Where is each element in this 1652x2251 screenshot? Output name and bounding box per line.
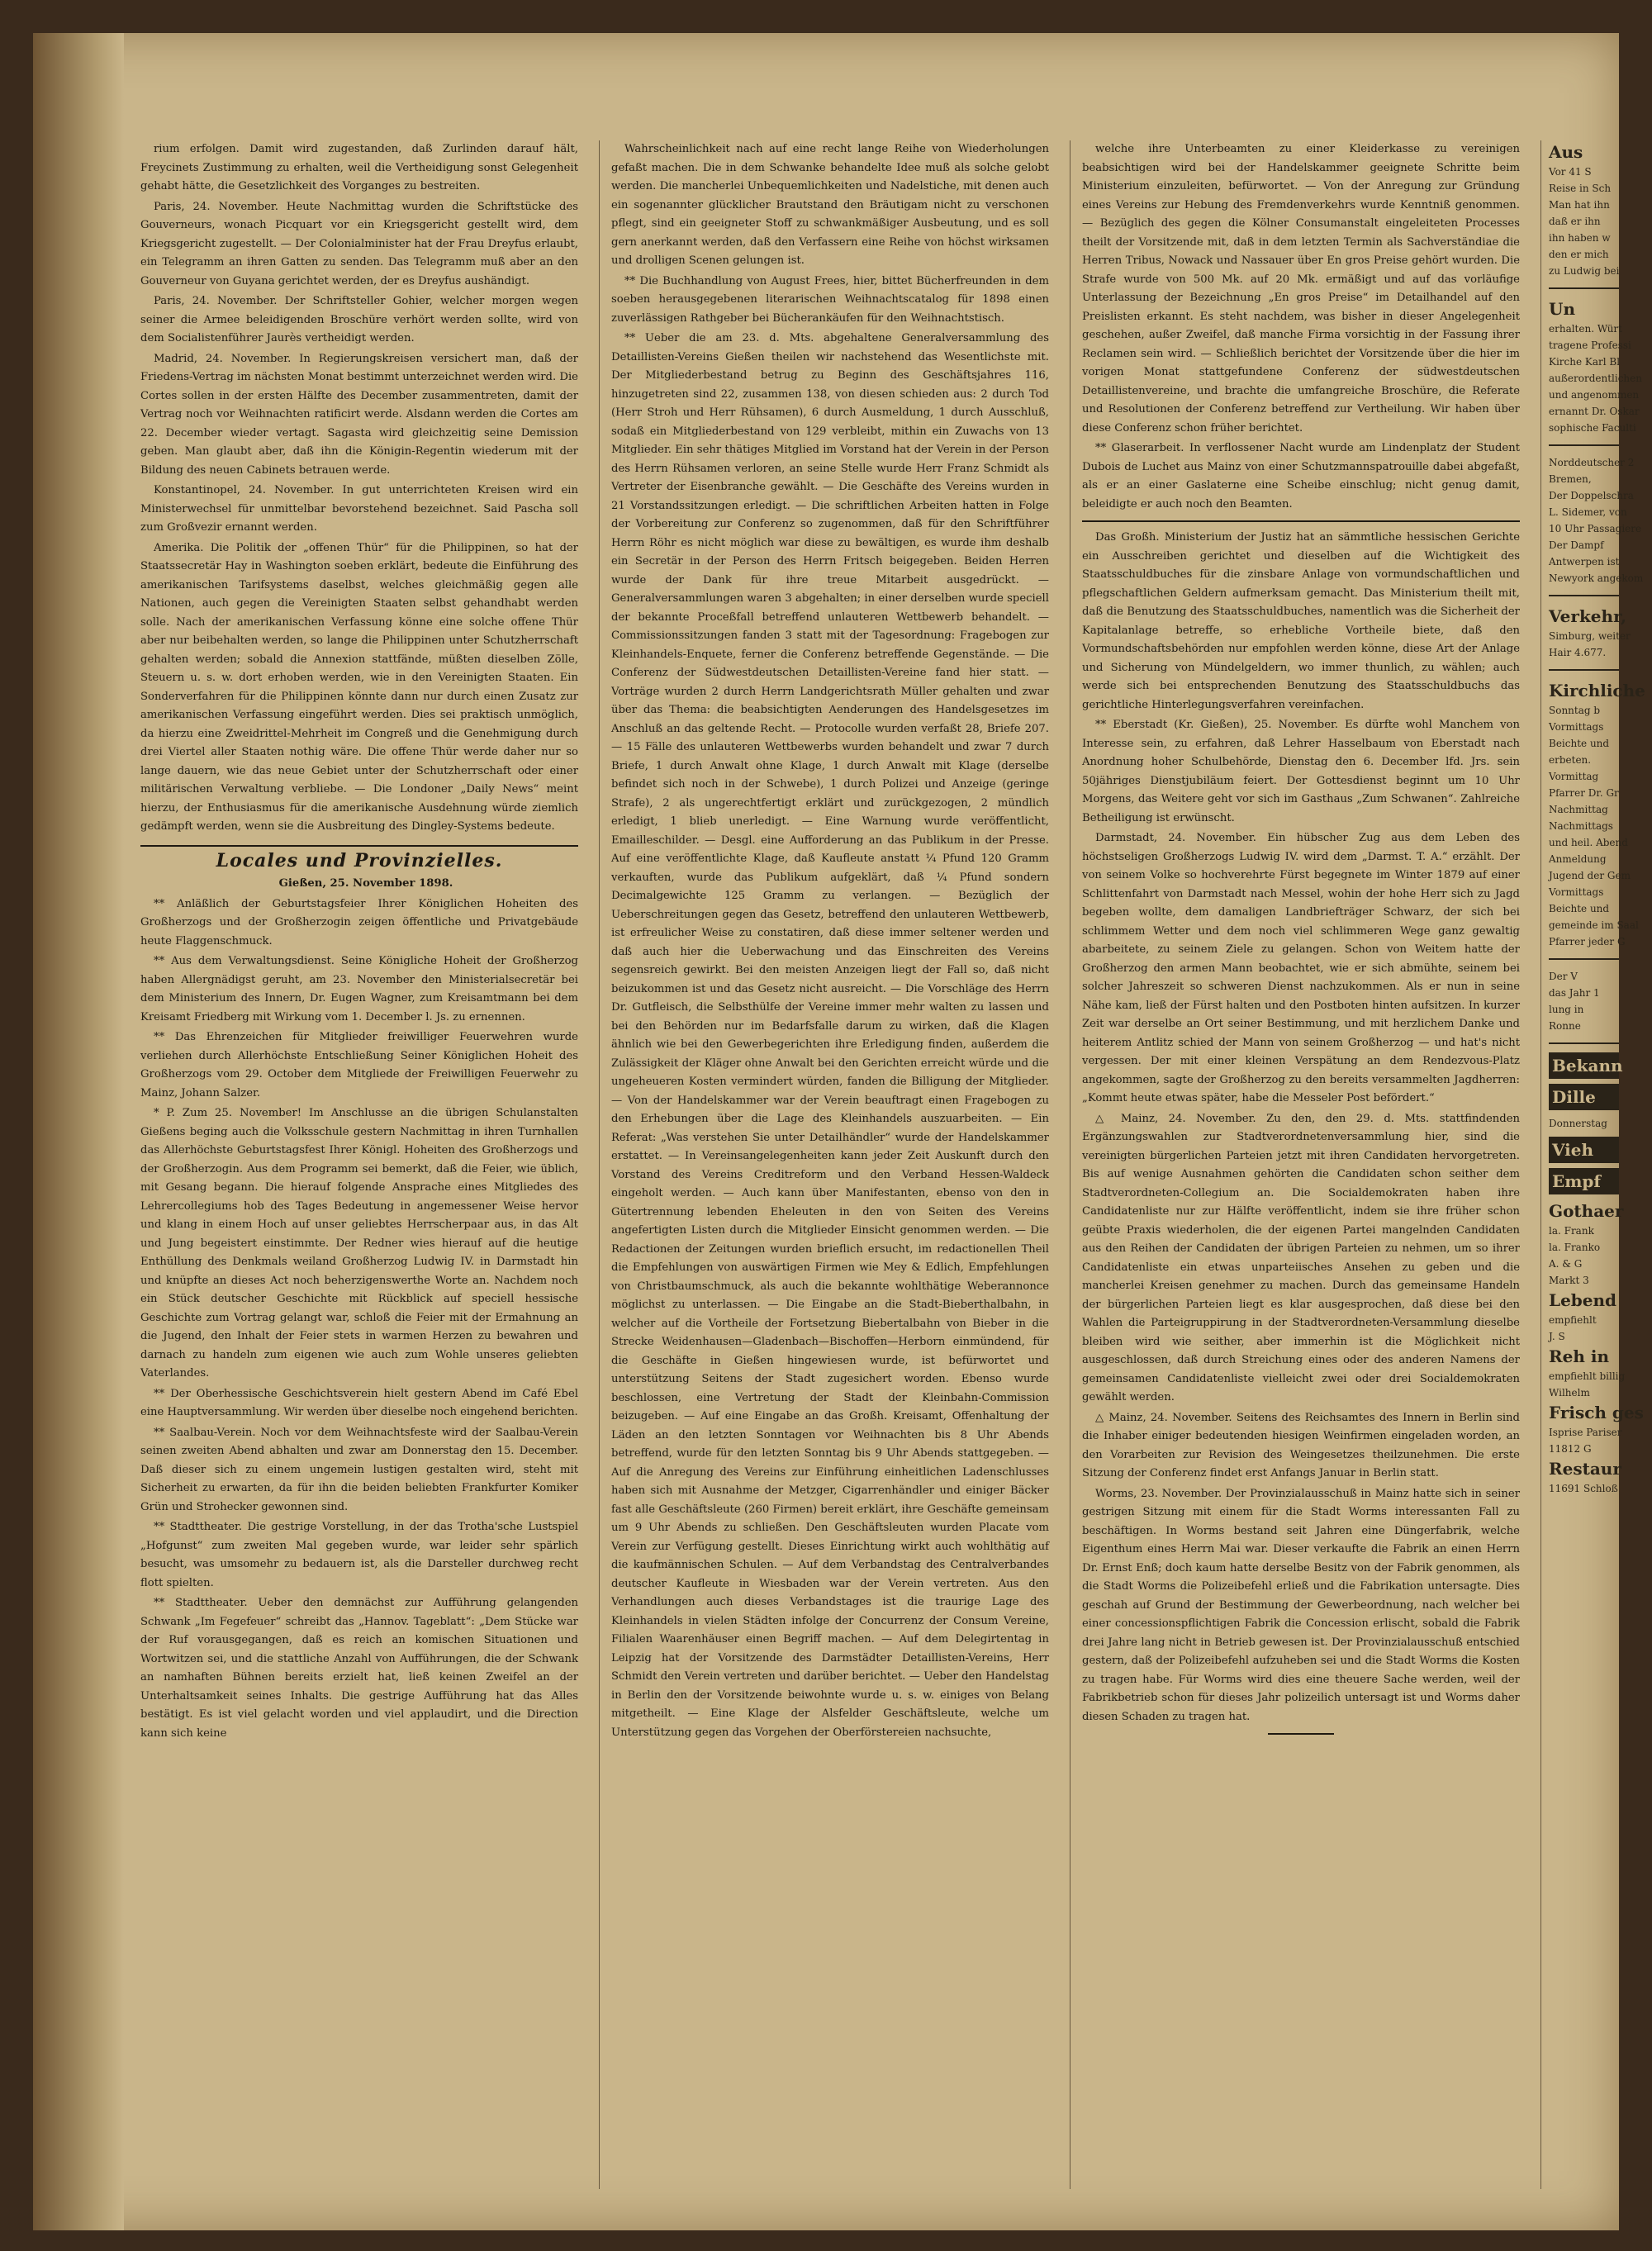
strip-line: Bremen, (1549, 473, 1592, 485)
strip-line: Kirchliche (1549, 681, 1645, 700)
page-binding-shadow (33, 33, 124, 2230)
strip-line: Un (1549, 299, 1575, 319)
strip-line: Antwerpen ist (1549, 556, 1620, 567)
strip-line: empfiehlt billig (1549, 1370, 1626, 1382)
article-paragraph: Darmstadt, 24. November. Ein hübscher Zug aus dem Leben des höchstseligen Großherzogs Ludwig IV. wird dem „Darmst. T. A.“ erzählt. Der von seinem Volke so hochverehrte Fürst begegnete im Winter 1879 auf einer Schlittenfahrt von Darmstadt nach Messel, wohin der hohe Herr sich zu Jagd begeben wollte, dem damaligen Landbriefträger Schwarz, der sich bei schlimmem Wetter und dem noch viel schlimmeren Wege ganz gewaltig abarbeitete, zu seinem Ziele zu gelangen. Schon von Weitem hatte der Großherzog den armen Mann beobachtet, wie er sich abmühte, seinem bei solcher Jahreszeit so schweren Dienst nachzukommen. Als er nun in seine Nähe kam, ließ der Fürst halten und den Postboten hinten aufsitzen. In kurzer Zeit war derselbe an Ort seiner Bestimmung, und mit herzlichem Danke und heiterem Antlitz schied der Mann von seinem Großherzog — und hat's nicht vergessen. Der mit einer kleinen Verspätung an dem Rendezvous-Platz angekommen, sagte der Großherzog zu den bereits versammelten Jagdherren: „Kommt heute etwas später, habe die Messeler Post befördert.“ (1082, 832, 1520, 1104)
strip-line: Bekann (1549, 1052, 1619, 1079)
strip-line: Frisch ges (1549, 1403, 1644, 1422)
strip-line: empfiehlt (1549, 1314, 1597, 1326)
strip-line: erhalten. Würt (1549, 323, 1622, 335)
divider (1549, 287, 1619, 289)
section-title: Locales und Provinzielles. (140, 845, 578, 871)
article-paragraph: Konstantinopel, 24. November. In gut unterrichteten Kreisen wird ein Ministerwechsel für unmittelbar bevorstehend bezeichnet. Said Pascha soll zum Großvezir ernannt werden. (140, 484, 578, 534)
strip-line: daß er ihn (1549, 216, 1601, 227)
strip-line: Ronne (1549, 1020, 1581, 1032)
divider (1082, 520, 1520, 522)
strip-line: L. Sidemer, von (1549, 506, 1627, 518)
divider (1549, 595, 1619, 596)
strip-line: Sonntag b (1549, 705, 1601, 716)
strip-line: Simburg, weiter (1549, 630, 1631, 642)
article-paragraph: Amerika. Die Politik der „offenen Thür“ für die Philippinen, so hat der Staatssecretär Hay in Washington soeben erklärt, bedeute die Einführung des amerikanischen Tarifsystems daselbst, welches gleichmäßig gegen alle Nationen, auch gegen die Vereinigten Staaten selbst gehandhabt werden solle. Nach der amerikanischen Verfassung könne eine solche offene Thür aber nur beibehalten werden, so lange die Philippinen unter Schutzherrschaft gehalten werden; sobald die Annexion stattfände, müßten dieselben Zölle, Steuern u. s. w. dort erhoben werden, wie in den Vereinigten Staaten. Ein Sonderverfahren für die Philippinen könnte dann nur durch einen Zusatz zur amerikanischen Verfassung eingeführt werden. Dies sei praktisch unmöglich, da hierzu eine Zweidrittel-Mehrheit im Congreß und die Genehmigung durch drei Viertel aller Staaten nothig wäre. Die offene Thür werde daher nur so lange dauern, wie das neue Gebiet unter der Schutzherrschaft oder einer militärischen Verwaltung verbliebe. — Die Londoner „Daily News“ meint hierzu, der Enthusiasmus für die amerikanische Ausdehnung würde ziemlich gedämpft werden, wenn sie die Ausbreitung des Dingley-Systems bedeute. (140, 541, 578, 833)
article-paragraph: rium erfolgen. Damit wird zugestanden, daß Zurlinden darauf hält, Freycinets Zustimmung zu erhalten, weil die Vertheidigung sonst Gelegenheit gehabt hätte, die Gesetzlichkeit des Vorganges zu bestreiten. (140, 143, 578, 192)
strip-line: 11812 G (1549, 1443, 1592, 1455)
strip-line: Vieh (1549, 1137, 1619, 1163)
strip-line: tragene Professi (1549, 340, 1631, 351)
article-paragraph: ** Stadttheater. Die gestrige Vorstellung, in der das Trotha'sche Lustspiel „Hofgunst“ zum zweiten Mal gegeben wurde, war leider sehr spärlich besucht, was umsomehr zu bedauern ist, als die Darsteller durchweg recht flott spielten. (140, 1521, 578, 1589)
divider (1268, 1733, 1334, 1735)
column-rule (599, 140, 600, 2189)
strip-line: Restaur (1549, 1459, 1621, 1479)
article-paragraph: Wahrscheinlichkeit nach auf eine recht lange Reihe von Wiederholungen gefaßt machen. Die in dem Schwanke behandelte Idee muß als solche gelobt werden. Die mancherlei Unbequemlichkeiten und Nadelstiche, mit denen auch ein sogenannter glücklicher Brautstand den Bräutigam nicht zu verschonen pflegt, sind ein geeigneter Stoff zu schwankmäßiger Ausbeutung, und es soll gern anerkannt werden, daß den Verfassern eine Reihe von höchst wirksamen und drolligen Scenen gelungen ist. (611, 143, 1049, 267)
article-paragraph: ** Der Oberhessische Geschichtsverein hielt gestern Abend im Café Ebel eine Hauptversammlung. Wir werden über dieselbe noch eingehend berichten. (140, 1387, 578, 1418)
strip-line: Markt 3 (1549, 1275, 1589, 1286)
article-paragraph: ** Stadttheater. Ueber den demnächst zur Aufführung gelangenden Schwank „Im Fegefeuer“ schreibt das „Hannov. Tageblatt“: „Dem Stücke war der Ruf vorausgegangen, daß es reich an komischen Situationen und Wortwitzen sei, und die stattliche Anzahl von Aufführungen, die der Schwank an namhaften Bühnen bereits erzielt hat, ließ keinen Zweifel an der Unterhaltsamkeit seines Inhalts. Die gestrige Aufführung hat das Alles bestätigt. Es ist viel gelacht worden und viel applaudirt, und die Direction kann sich keine (140, 1597, 578, 1740)
strip-line: Lebend (1549, 1290, 1617, 1310)
article-paragraph: △ Mainz, 24. November. Seitens des Reichsamtes des Innern in Berlin sind die Inhaber einiger bedeutenden hiesigen Weinfirmen eingeladen worden, an den Vorarbeiten zur Revision des Weingesetzes theilzunehmen. Die erste Sitzung der Conferenz findet erst Anfangs Januar in Berlin statt. (1082, 1411, 1520, 1479)
adjacent-page-strip (1549, 140, 1645, 2189)
strip-line: Vormittag (1549, 771, 1599, 782)
strip-line: Dille (1549, 1084, 1619, 1110)
strip-line: Man hat ihn (1549, 199, 1610, 211)
strip-line: das Jahr 1 (1549, 987, 1600, 999)
strip-line: gemeinde im Saal (1549, 919, 1639, 931)
strip-line: erbeten. (1549, 754, 1592, 766)
column-3 (1082, 140, 1520, 2181)
strip-line: Donnerstag (1549, 1118, 1607, 1129)
strip-line: J. S (1549, 1331, 1565, 1342)
strip-line: Jugend der Gem (1549, 870, 1631, 881)
strip-line: 11691 Schloß (1549, 1483, 1618, 1494)
dateline: Gießen, 25. November 1898. (278, 877, 453, 890)
article-paragraph: Worms, 23. November. Der Provinzialausschuß in Mainz hatte sich in seiner gestrigen Sitzung mit einem für die Stadt Worms interessanten Fall zu beschäftigen. In Worms bestand seit Jahren eine Düngerfabrik, welche Eigenthum eines Herrn Mai war. Dieser verkaufte die Fabrik an einen Herrn Dr. Ernst Enß; doch kaum hatte derselbe Besitz von der Fabrik genommen, als die Stadt Worms die Polizeibefehl erließ und die Fabrikation untersagte. Dies geschah auf Grund der Bestimmung der Gewerbeordnung, nach welcher bei einer concessionspflichtigen Fabrik die Concession erlischt, sobald die Fabrik drei Jahre lang nicht in Betrieb gewesen ist. Der Provinzialausschuß entschied gestern, daß der Polizeibefehl aufzuheben sei und die Stadt Worms die Kosten zu tragen habe. Für Worms wird dies eine theuere Sache werden, weil der Fabrikbetrieb schon für dieses Jahr polizeilich untersagt ist und Worms daher diesen Schaden zu tragen hat. (1082, 1487, 1520, 1723)
article-paragraph: welche ihre Unterbeamten zu einer Kleiderkasse zu vereinigen beabsichtigen wird bei der Handelskammer geeignete Schritte beim Ministerium einzuleiten, befürwortet. — Von der Anregung zur Gründung eines Vereins zur Hebung des Fremdenverkehrs wurde Kenntniß genommen. — Bezüglich des gegen die Kölner Consumanstalt eingeleiteten Processes theilt der Vorsitzende mit, daß in dem letzten Termin als Sachverständiae die Herren Tribus, Nowack und Nassauer über En gros Preise gehört wurden. Die Strafe wurde von 500 Mk. auf 20 Mk. ermäßigt und auf das vorläufige Unterlassung der Bezeichnung „En gros Preise“ im Detailhandel auf den Preislisten erkannt. Es steht nachdem, was bisher in dieser Angelegenheit geschehen, außer Zweifel, daß manche Firma vorsichtig in der Fassung ihrer Reclamen sein wird. — Schließlich berichtet der Vorsitzende über die hier im vorigen Monat stattgefundene Conferenz der südwestdeutschen Detaillistenvereine, und brachte die umfangreiche Broschüre, die Referate und Resolutionen der Conferenz betreffend zur Vertheilung. Wir haben über diese Conferenz schon früher berichtet. (1082, 143, 1520, 435)
strip-line: Vor 41 S (1549, 166, 1592, 178)
article-paragraph: ** Saalbau-Verein. Noch vor dem Weihnachtsfeste wird der Saalbau-Verein seinen zweiten Abend abhalten und zwar am Donnerstag den 15. December. Daß dieser sich zu einem ungemein lustigen gestalten wird, steht mit Sicherheit zu erwarten, da für ihn die beiden beliebten Frankfurter Komiker Grün und Strohecker gewonnen sind. (140, 1426, 578, 1513)
strip-line: ernannt Dr. Oskar (1549, 406, 1640, 417)
strip-line: Vormittags (1549, 721, 1604, 733)
strip-line: Newyork angekom (1549, 572, 1644, 584)
strip-line: Vormittags (1549, 886, 1604, 898)
article-paragraph: ** Aus dem Verwaltungsdienst. Seine Königliche Hoheit der Großherzog haben Allergnädigst geruht, am 23. November den Ministerialsecretär bei dem Ministerium des Innern, Dr. Eugen Wagner, zum Kreisamtmann bei dem Kreisamt Friedberg mit Wirkung vom 1. December l. Js. zu ernennen. (140, 955, 578, 1023)
divider (1549, 958, 1619, 960)
strip-line: außerordentlichen (1549, 373, 1642, 384)
strip-line: Norddeutscher 2 (1549, 457, 1635, 468)
strip-line: Der V (1549, 971, 1578, 982)
strip-line: Beichte und (1549, 903, 1610, 914)
strip-line: und angenommen (1549, 389, 1640, 401)
strip-line: Gothaer (1549, 1201, 1624, 1221)
divider (1549, 1042, 1619, 1044)
article-paragraph: ** Glaserarbeit. In verflossener Nacht wurde am Lindenplatz der Student Dubois de Luchet aus Mainz von einer Schutzmannspatrouille dabei abgefaßt, als er an einer Gaslaterne eine Scheibe einschlug; nicht genug damit, beleidigte er auch noch den Beamten. (1082, 442, 1520, 511)
strip-line: Pfarrer Dr. Gr (1549, 787, 1619, 799)
strip-line: Nachmittag (1549, 804, 1608, 815)
article-paragraph: ** Eberstadt (Kr. Gießen), 25. November. Es dürfte wohl Manchem von Interesse sein, zu erfahren, daß Lehrer Hasselbaum von Eberstadt nach Anordnung hoher Schulbehörde, Dienstag den 6. December lfd. Jrs. sein 50jähriges Dienstjubiläum feiert. Der Gottesdienst beginnt um 10 Uhr Morgens, das Weitere geht vor sich im Gasthaus „Zum Schwanen“. Zahlreiche Betheiligung ist erwünscht. (1082, 719, 1520, 824)
strip-line: Pfarrer jeder G (1549, 936, 1626, 947)
strip-line: Der Doppelschra (1549, 490, 1634, 501)
column-rule (1540, 140, 1541, 2189)
strip-line: den er mich (1549, 249, 1609, 260)
strip-line: sophische Faculti (1549, 422, 1636, 434)
article-paragraph: ** Das Ehrenzeichen für Mitglieder freiwilliger Feuerwehren wurde verliehen durch Allerhöchste Entschließung Seiner Königlichen Hoheit des Großherzogs vom 29. October dem Mitgliede der Freiwilligen Feuerwehr zu Mainz, Johann Salzer. (140, 1031, 578, 1099)
article-paragraph: ** Anläßlich der Geburtstagsfeier Ihrer Königlichen Hoheiten des Großherzogs und der Großherzogin zeigen öffentliche und Privatgebäude heute Flaggenschmuck. (140, 897, 578, 947)
strip-line: 10 Uhr Passagiere (1549, 523, 1642, 534)
strip-line: Reh in (1549, 1346, 1609, 1366)
strip-line: und heil. Abend (1549, 837, 1628, 848)
strip-line: Anmeldung (1549, 853, 1607, 865)
column-2 (611, 140, 1049, 2181)
strip-line: ihn haben w (1549, 232, 1611, 244)
strip-line: Empf (1549, 1168, 1619, 1194)
strip-line: Kirche Karl Bl (1549, 356, 1621, 368)
strip-line: Der Dampf (1549, 539, 1604, 551)
strip-line: Verkehr, (1549, 606, 1627, 626)
strip-line: la. Frank (1549, 1225, 1594, 1237)
strip-line: Isprise Pariser (1549, 1427, 1622, 1438)
article-paragraph: ** Ueber die am 23. d. Mts. abgehaltene Generalversammlung des Detaillisten-Vereins Gießen theilen wir nachstehend das Wesentlichste mit. Der Mitgliederbestand betrug zu Beginn des Geschäftsjahres 116, hinzugetreten sind 22, zusammen 138, von diesen schieden aus: 2 durch Tod (Herr Stroh und Herr Rühsamen), 6 durch Ausmeldung, 1 durch Ausschluß, sodaß ein Mitgliederbestand von 129 verbleibt, mithin ein Zuwachs von 13 Mitglieder. Ein sehr thätiges Mitglied im Vorstand hat der Verein in der Person des Herrn Rühsamen verloren, an seine Stelle wurde Herr Franz Schmidt als Vertreter der Eisenbranche gewählt. — Die Geschäfte des Vereins wurden in 21 Vorstandssitzungen erledigt. — Die schriftlichen Arbeiten hatten in Folge der Vorbereitung zur Conferenz so zugenommen, daß für den Schriftführer Herrn Röhr es nicht möglich war diese zu bewältigen, es wurde ihm deshalb ein Secretär in der Person des Herrn Fritsch beigegeben. Beiden Herren wurde der Dank für ihre treue Mitarbeit ausgedrückt. — Generalversammlungen waren 3 abgehalten; in einer derselben wurde speciell der bekannte Proceßfall betreffend unlauteren Wettbewerb behandelt. — Commissionssitzungen fanden 3 statt mit der Tagesordnung: Fragebogen zur Kleinhandels-Enquete, ferner die Conferenz betreffende Gegenstände. — Die Conferenz der Südwestdeutschen Detaillisten-Vereine fand hier statt. — Vorträge wurden 2 durch Herrn Landgerichtsrath Müller gehalten und zwar über das Thema: die beabsichtigten Aenderungen des Handelsgesetzes im Anschluß an das geltende Recht. — Protocolle wurden verfaßt 28, Briefe 207. — 15 Fälle des unlauteren Wettbewerbs wurden behandelt und zwar 7 durch Briefe, 1 durch Anwalt ohne Klage, 1 durch Anwalt mit Klage (derselbe befindet sich noch in der Schwebe), 1 durch Polizei und Anzeige (geringe Strafe), 2 als ungerechtfertigt erklärt und zurückgezogen, 2 mündlich erledigt, 1 blieb unerledigt. — Eine Warnung wurde veröffentlicht, Emailleschilder. — Desgl. eine Aufforderung an das Publikum in der Presse. Auf eine veröffentlichte Klage, daß Kaufleute anstatt ¼ Pfund 120 Gramm verkauften, wurde das Publikum aufgeklärt, daß ¼ Pfund sondern Decimalgewichte 125 Gramm zu verlangen. — Bezüglich der Ueberschreitungen gegen das Gesetz, betreffend den unlauteren Wettbewerb, ist erfreulicher Weise zu constatiren, daß diese immer seltener werden und daß auch hier die Ueberwachung und das Einschreiten des Vereins segensreich gewirkt. Bei den meisten Anzeigen liegt der Fall so, daß nicht beizukommen ist und das Gesetz nicht ausreicht. — Die Vorschläge des Herrn Dr. Gutfleisch, die Selbsthülfe der Vereine immer mehr walten zu lassen und bei den Behörden nur im Bedarfsfalle darum zu wirken, daß die Klagen ähnlich wie bei den Gewerbegerichten ihre Erledigung finden, außerdem die Zulässigkeit der Kläger ohne Anwalt bei den Gerichten erreicht würde und die ungeheueren Kosten vermindert würden, fanden die Billigung der Mitglieder. — Von der Handelskammer war der Verein beauftragt einen Fragebogen zu den Erhebungen über die Lage des Kleinhandels auszuarbeiten. — Ein Referat: „Was verstehen Sie unter Detailhändler“ wurde der Handelskammer erstattet. — In Vereinsangelegenheiten kann jeder Zeit Auskunft durch den Vorstand des Vereins Creditreform und den Verband Hessen-Waldeck eingeholt werden. — Auch kann über Manifestanten, ebenso von den in Gütertrennung lebenden Eheleuten in den von Seiten des Vereins angefertigten Listen durch die Mitglieder Einsicht genommen werden. — Die Redactionen der Zeitungen wurden brieflich ersucht, im redactionellen Theil die Empfehlungen von auswärtigen Firmen wie Mey & Edlich, Empfehlungen von Christbaumschmuck, als auch die bekannte wohlthätige Weberannonce möglichst zu unterlassen. — Die Eingabe an die Stadt-Bieberthalbahn, in welcher auf die Vortheile der Fortsetzung Biebertalbahn von Bieber in die Strecke Weidenhausen—Gladenbach—Bischoffen—Herborn einmündend, für die Geschäfte in Gießen hingewiesen wurde, ist befürwortet und unterstützung Seitens der Stadt zugesichert worden. Ebenso wurde beschlossen, eine Vertretung der Stadt der Kleinbahn-Commission beizugeben. — Auf eine Eingabe an das Großh. Kreisamt, Offenhaltung der Läden an den letzten Sonntagen vor Weihnachten bis 8 Uhr Abends betreffend, wurde für den letzten Sonntag bis 9 Uhr Abends stattgegeben. — Auf die Anregung des Vereins zur Einführung einheitlichen Ladenschlusses haben sich mit Ausnahme der Metzger, Cigarrenhändler und einiger Bäcker fast alle Geschäftsleute (260 Firmen) bereit erklärt, ihre Geschäfte gemeinsam um 9 Uhr Abends zu schließen. Den Geschäftsleuten wurden Placate vom Verein zur Verfügung gestellt. Dieses Einrichtung wirkt auch wohlthätig auf die kaufmännischen Schulen. — Auf dem Verbandstag des Centralverbandes deutscher Kaufleute in Wiesbaden war der Verein vertreten. Aus den Verhandlungen auch dieses Verbandstages ist die traurige Lage des Kleinhandels in vielen Städten infolge der Concurrenz der Consum Vereine, Filialen Waarenhäuser einen Begriff machen. — Auf dem Delegirtentag in Leipzig hat der Vorsitzende des Darmstädter Detaillisten-Vereins, Herr Schmidt den Verein vertreten und darüber berichtet. — Ueber den Handelstag in Berlin den der Vorsitzende beiwohnte wurde u. s. w. einiges von Belang mitgetheilt. — Eine Klage der Alsfelder Geschäftsleute, welche um Unterstützung gegen das Vorgehen der Oberförstereien nachsuchte, (611, 332, 1049, 1739)
article-paragraph: ** Die Buchhandlung von August Frees, hier, bittet Bücherfreunden in dem soeben herausgegebenen literarischen Weihnachtscatalog für 1898 einen zuverlässigen Rathgeber bei Bücherankäufen für den Weihnachtstisch. (611, 274, 1049, 325)
divider (1549, 444, 1619, 446)
article-paragraph: Paris, 24. November. Der Schriftsteller Gohier, welcher morgen wegen seiner die Armee beleidigenden Broschüre verhört werden sollte, wird von dem Socialistenführer Jaurès vertheidigt werden. (140, 295, 578, 344)
divider (1549, 669, 1619, 671)
column-1 (140, 140, 578, 2181)
strip-line: lung in (1549, 1004, 1584, 1015)
strip-line: Aus (1549, 142, 1583, 162)
strip-line: Beichte und (1549, 738, 1610, 749)
article-paragraph: Madrid, 24. November. In Regierungskreisen versichert man, daß der Friedens-Vertrag im nächsten Monat bestimmt unterzeichnet werden wird. Die Cortes sollen in der ersten Hälfte des December zusammentreten, damit der Vertrag noch vor Weihnachten ratificirt werde. Alsdann werden die Cortes am 22. December wieder vertagt. Sagasta wird gleichzeitig seine Demission geben. Man glaubt aber, daß ihn die Königin-Regentin wiederum mit der Bildung des neuen Cabinets betrauen werde. (140, 352, 578, 477)
strip-line: A. & G (1549, 1258, 1583, 1270)
strip-line: Reise in Sch (1549, 183, 1612, 194)
article-paragraph: Paris, 24. November. Heute Nachmittag wurden die Schriftstücke des Gouverneurs, wonach Picquart vor ein Kriegsgericht gestellt wird, dem Kriegsgericht zugestellt. — Der Colonialminister hat der Frau Dreyfus erlaubt, ein Telegramm an ihren Gatten zu senden. Das Telegramm muß aber an den Gouverneur von Guyana gerichtet werden, der es Dreyfus aushändigt. (140, 200, 578, 287)
strip-line: Hair 4.677. (1549, 647, 1607, 658)
strip-line: Nachmittags (1549, 820, 1613, 832)
newspaper-page (33, 33, 1645, 2230)
article-paragraph: △ Mainz, 24. November. Zu den, den 29. d. Mts. stattfindenden Ergänzungswahlen zur Stadtverordnetenversammlung hier, sind die vereinigten bürgerlichen Parteien jetzt mit ihren Candidaten hervorgetreten. Bis auf wenige Ausnahmen gehörten die Candidaten schon seither dem Stadtverordneten-Collegium an. Die Socialdemokraten haben ihre Candidatenliste nur zur Hälfte veröffentlicht, indem sie ihre früher schon geübte Praxis wiederholen, die der eigenen Partei mangelnden Candidaten aus den Reihen der Candidaten der übrigen Parteien zu nehmen, um so ihrer Candidatenliste ein etwas unparteiisches Ansehen zu geben und die mancherlei Kreisen genehmer zu machen. Durch das gemeinsame Handeln der bürgerlichen Parteien liegt es klar ausgesprochen, daß diese bei den Wahlen die Parteigruppirung in der Stadtverordneten-Versammlung dieselbe bleiben wird wie seither, aber immerhin ist die Möglichkeit nicht ausgeschlossen, daß durch Streichung eines oder des anderen Namens der gemeinsamen Candidatenliste vielleicht zwei oder drei Socialdemokraten gewählt werden. (1082, 1112, 1520, 1403)
strip-line: la. Franko (1549, 1242, 1601, 1253)
strip-line: Wilhelm (1549, 1387, 1590, 1399)
article-paragraph: Das Großh. Ministerium der Justiz hat an sämmtliche hessischen Gerichte ein Ausschreiben gerichtet und dieselben auf die Wichtigkeit des Staatsschuldbuches für die zinsbare Anlage von vormundschaftlichen und pflegschaftlichen Geldern aufmerksam gemacht. Das Ministerium theilt mit, daß die Benutzung des Staatsschuldbuches, namentlich was die Sicherheit der Kapitalanlage betreffe, so erhebliche Vortheile biete, daß den Vormundschaftsbehörden nur empfohlen werden könne, diese Art der Anlage und Sicherung von Mündelgeldern, wo immer thunlich, zu wählen; auch werde sich bei entsprechenden Benutzung des Staatsschuldbuchs das gerichtliche Hinterlegungsverfahren vereinfachen. (1082, 531, 1520, 711)
strip-line: zu Ludwig bei (1549, 265, 1620, 277)
article-paragraph: * P. Zum 25. November! Im Anschlusse an die übrigen Schulanstalten Gießens beging auch die Volksschule gestern Nachmittag in ihren Turnhallen das Allerhöchste Geburtstagsfest Ihrer Königl. Hoheiten des Großherzogs und der Großherzogin. Aus dem Programm sei bemerkt, daß die Feier, wie üblich, mit Gesang begann. Die hierauf folgende Ansprache eines Mitgliedes des Lehrercollegiums hob des Tages Bedeutung in angemessener Weise hervor und klang in einem Hoch auf unser geliebtes Herrscherpaar aus, in das Alt und Jung begeistert einstimmte. Der Redner wies hierauf auf die heutige Enthüllung des Denkmals weiland Großherzog Ludwig IV. in Darmstadt hin und knüpfte an dieses Act noch beherzigenswerthe Worte an. Nachdem noch ein Stück deutscher Geschichte mit Rückblick auf speciell hessische Geschichte zum Vortrag gelangt war, schloß die Feier mit der Ermahnung an die Jugend, den Inhalt der Feier stets in warmen Herzen zu bewahren und darnach zu handeln zum eigenen wie auch zum Wohle unseres geliebten Vaterlandes. (140, 1107, 578, 1380)
